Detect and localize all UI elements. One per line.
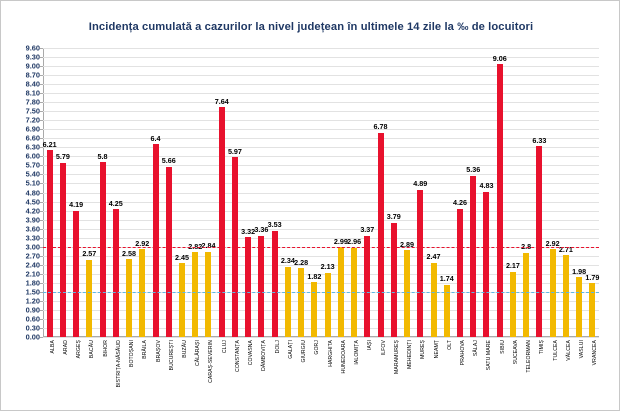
y-tick-mark: [40, 337, 43, 338]
bar-slot: [532, 48, 547, 355]
bar-slot: [267, 48, 282, 354]
bar[interactable]: [86, 260, 92, 337]
bar[interactable]: [153, 144, 159, 337]
y-tick-label: 8.40: [25, 79, 40, 89]
y-tick-label: 3.00: [25, 242, 40, 252]
x-axis-category-label: SUCEAVA: [512, 340, 519, 365]
bar[interactable]: [536, 146, 542, 337]
x-axis-category-label: SIBIU: [499, 340, 506, 354]
x-axis-category-label: ILFOV: [380, 340, 387, 356]
bar[interactable]: [285, 267, 291, 337]
bar[interactable]: [219, 107, 225, 337]
bar-value-label: 5.36: [466, 165, 481, 175]
bar-value-label: 4.25: [108, 198, 123, 208]
x-axis-category-label: SĂLAJ: [473, 340, 480, 357]
bar-slot: [520, 48, 533, 373]
y-tick-label: 6.30: [25, 142, 40, 152]
bar-slot: [294, 48, 309, 363]
bar-slot: [307, 48, 322, 355]
x-axis-category-label: BUCUREȘTI: [168, 340, 175, 371]
bar[interactable]: [457, 209, 463, 337]
bar-slot: [214, 48, 229, 354]
bar[interactable]: [417, 190, 423, 337]
x-axis-category-label: DÂMBOVIȚA: [261, 340, 268, 371]
bar-slot: [572, 48, 587, 359]
bar[interactable]: [523, 253, 529, 337]
bar-value-label: 4.89: [413, 179, 428, 189]
x-axis-category-label: MUREȘ: [420, 340, 427, 359]
y-tick-label: 9.30: [25, 52, 40, 62]
bar[interactable]: [563, 255, 569, 337]
bar-value-label: 1.74: [439, 274, 454, 284]
bar-slot: [135, 48, 150, 359]
x-axis-category-label: NEAMȚ: [433, 340, 440, 359]
bar-value-label: 2.82: [188, 241, 203, 251]
bar[interactable]: [205, 252, 211, 337]
bar-value-label: 5.8: [97, 151, 108, 161]
bar-value-label: 4.83: [479, 181, 494, 191]
bar-value-label: 2.57: [82, 249, 97, 259]
bar[interactable]: [100, 162, 106, 337]
x-axis-category-label: SATU MARE: [486, 340, 493, 371]
bar-value-label: 2.28: [294, 257, 309, 267]
bar-slot: [188, 48, 203, 366]
bar-slot: [333, 48, 348, 374]
y-tick-label: 1.20: [25, 296, 40, 306]
bar-value-label: 9.06: [492, 53, 507, 63]
bar-slot: [360, 48, 375, 351]
x-axis-category-label: HUNEDOARA: [340, 340, 347, 374]
bar[interactable]: [179, 263, 185, 337]
bar-value-label: 2.92: [135, 238, 150, 248]
x-axis-category-label: GALAȚI: [287, 340, 294, 359]
x-axis-category-label: HARGHITA: [327, 340, 334, 367]
bar[interactable]: [510, 272, 516, 337]
bar-slot: [466, 48, 481, 357]
bar[interactable]: [431, 263, 437, 337]
x-axis-category-label: TIMIȘ: [539, 340, 546, 355]
y-tick-label: 3.90: [25, 215, 40, 225]
y-tick-label: 4.50: [25, 197, 40, 207]
bar-slot: [505, 48, 520, 365]
bar[interactable]: [311, 282, 317, 337]
bar-value-label: 4.19: [69, 200, 84, 210]
bar[interactable]: [483, 192, 489, 337]
bar-value-label: 1.98: [572, 266, 587, 276]
bar-value-label: 6.4: [150, 133, 161, 143]
bar-slot: [558, 48, 573, 361]
x-axis-category-label: BACĂU: [89, 340, 96, 359]
x-axis-category-label: CARAȘ-SEVERIN: [208, 340, 215, 383]
bar-value-label: 3.79: [386, 212, 401, 222]
bar[interactable]: [364, 236, 370, 337]
red-threshold: [43, 247, 599, 248]
bar-value-label: 1.79: [585, 272, 600, 282]
bar-value-label: 1.82: [307, 271, 322, 281]
x-axis-category-label: BUZĂU: [181, 340, 188, 358]
bar[interactable]: [245, 237, 251, 337]
y-tick-label: 9.00: [25, 61, 40, 71]
bar[interactable]: [47, 150, 53, 337]
x-axis-category-label: ARGEȘ: [76, 340, 83, 359]
bar-slot: [108, 48, 123, 388]
x-axis-category-label: DOLJ: [274, 340, 281, 354]
y-tick-label: 2.10: [25, 269, 40, 279]
chart-title: Incidența cumulată a cazurilor la nivel județean în ultimele 14 zile la ‰ de locuitori: [88, 21, 534, 33]
bar-slot: [373, 48, 388, 356]
bar-slot: [413, 48, 428, 359]
bar-value-label: 2.84: [201, 241, 216, 251]
bar[interactable]: [325, 273, 331, 337]
bar-slot: [122, 48, 137, 368]
bar-slot: [149, 48, 162, 362]
y-tick-label: 2.40: [25, 260, 40, 270]
bar-slot: [400, 48, 415, 369]
bar-slot: [439, 48, 454, 350]
plot-area: [25, 43, 600, 388]
bar[interactable]: [139, 249, 145, 337]
x-axis-category-label: MARAMUREȘ: [393, 340, 400, 375]
y-tick-label: 9.60: [25, 43, 40, 53]
bar[interactable]: [113, 209, 119, 337]
bar-value-label: 6.78: [373, 122, 388, 132]
x-axis-category-label: CLUJ: [221, 340, 228, 354]
y-tick-label: 6.60: [25, 133, 40, 143]
bar-slot: [545, 48, 560, 361]
y-tick-label: 5.70: [25, 160, 40, 170]
bar-slot: [96, 48, 109, 357]
y-tick-label: 8.70: [25, 70, 40, 80]
y-tick-label: 7.20: [25, 115, 40, 125]
y-tick-label: 4.80: [25, 188, 40, 197]
bar-value-label: 3.37: [360, 225, 375, 235]
bar-slot: [42, 48, 57, 354]
bar-slot: [161, 48, 176, 371]
bar-value-label: 2.96: [347, 237, 362, 247]
y-tick-label: 6.90: [25, 124, 40, 134]
bar-slot: [585, 48, 600, 366]
bar-slot: [426, 48, 441, 359]
bars-group: [42, 48, 600, 388]
x-axis-category-label: TELEORMAN: [526, 340, 533, 373]
bar-value-label: 2.17: [505, 261, 520, 271]
bar[interactable]: [60, 163, 66, 337]
bar-value-label: 2.34: [280, 256, 295, 266]
x-axis-category-label: GIURGIU: [301, 340, 308, 363]
x-axis-category-label: OLT: [446, 340, 453, 350]
bar[interactable]: [497, 64, 503, 337]
x-axis-category-label: VÂLCEA: [565, 340, 572, 361]
bar-value-label: 2.89: [400, 239, 415, 249]
bar-value-label: 2.92: [545, 238, 560, 248]
x-axis-category-label: PRAHOVA: [459, 340, 466, 366]
y-tick-label: 3.30: [25, 233, 40, 243]
bar-slot: [227, 48, 242, 372]
bar-slot: [347, 48, 362, 365]
y-tick-label: 7.50: [25, 106, 40, 116]
x-axis-category-label: BRĂILA: [142, 340, 149, 359]
x-axis-category-label: BOTOȘANI: [129, 340, 136, 368]
bar[interactable]: [298, 268, 304, 337]
bar-value-label: 2.13: [320, 262, 335, 272]
y-tick-label: 0.60: [25, 314, 40, 324]
bar-slot: [69, 48, 84, 359]
bar-slot: [280, 48, 295, 359]
gridline: [43, 337, 599, 338]
y-tick-label: 0.00: [25, 332, 40, 342]
bar-slot: [82, 48, 97, 359]
y-tick-label: 4.20: [25, 206, 40, 216]
bar-value-label: 6.33: [532, 135, 547, 145]
y-tick-label: 8.10: [25, 88, 40, 98]
bar-value-label: 5.66: [161, 156, 176, 166]
bar-value-label: 7.64: [214, 96, 229, 106]
y-tick-label: 1.80: [25, 278, 40, 288]
bar-value-label: 2.99: [333, 236, 348, 246]
bar-value-label: 2.8: [521, 242, 532, 252]
y-tick-label: 3.60: [25, 224, 40, 234]
y-tick-label: 6.00: [25, 151, 40, 161]
x-axis-category-label: VRANCEA: [592, 340, 599, 366]
y-tick-label: 0.30: [25, 323, 40, 333]
bar-slot: [320, 48, 335, 367]
y-tick-label: 0.90: [25, 305, 40, 315]
x-axis-category-label: GORJ: [314, 340, 321, 355]
bar-slot: [386, 48, 401, 375]
x-axis-category-label: BRAȘOV: [155, 340, 162, 362]
x-axis-category-label: ARAD: [62, 340, 69, 355]
bar[interactable]: [550, 249, 556, 337]
x-axis-category-label: TULCEA: [552, 340, 559, 361]
bar-value-label: 2.45: [174, 252, 189, 262]
x-axis-category-label: ALBA: [49, 340, 56, 354]
y-tick-label: 5.10: [25, 178, 40, 188]
bar-slot: [241, 48, 256, 366]
bar-value-label: 2.71: [558, 244, 573, 254]
bar[interactable]: [391, 223, 397, 337]
bar-slot: [174, 48, 189, 358]
bar[interactable]: [378, 133, 384, 337]
bar[interactable]: [192, 252, 198, 337]
bar-value-label: 3.32: [241, 226, 256, 236]
x-axis-category-label: IAȘI: [367, 340, 374, 351]
bar-value-label: 5.97: [227, 146, 242, 156]
bar-slot: [254, 48, 269, 371]
x-axis-category-label: CĂLĂRAȘI: [195, 340, 202, 366]
bar-slot: [452, 48, 467, 366]
bar[interactable]: [126, 259, 132, 337]
bar[interactable]: [258, 236, 264, 337]
y-tick-label: 2.70: [25, 251, 40, 261]
bar-value-label: 5.79: [55, 152, 70, 162]
bar[interactable]: [404, 250, 410, 337]
bar-value-label: 6.21: [42, 139, 57, 149]
x-axis-category-label: MEHEDINȚI: [407, 340, 414, 369]
y-tick-label: 7.80: [25, 97, 40, 107]
x-axis-category-label: IALOMIȚA: [354, 340, 361, 365]
blue-threshold: [43, 292, 599, 293]
y-tick-label: 5.40: [25, 169, 40, 179]
bar[interactable]: [470, 176, 476, 337]
bar-slot: [479, 48, 494, 371]
bar[interactable]: [73, 211, 79, 337]
bar-value-label: 3.36: [254, 225, 269, 235]
bar[interactable]: [576, 277, 582, 337]
x-axis-category-label: CONSTANȚA: [234, 340, 241, 372]
x-axis-category-label: BIHOR: [102, 340, 109, 357]
x-axis-category-label: VASLUI: [579, 340, 586, 359]
bar-slot: [201, 48, 216, 383]
bar-value-label: 4.26: [452, 198, 467, 208]
bar-value-label: 3.53: [267, 220, 282, 230]
x-axis-category-label: BISTRIȚA-NĂSĂUD: [115, 340, 122, 388]
bar-slot: [492, 48, 507, 354]
bar-value-label: 2.58: [122, 248, 137, 258]
y-tick-label: 1.50: [25, 287, 40, 297]
bar-value-label: 2.47: [426, 252, 441, 262]
bar[interactable]: [166, 167, 172, 337]
x-axis-category-label: COVASNA: [248, 340, 255, 366]
bar-slot: [55, 48, 70, 355]
